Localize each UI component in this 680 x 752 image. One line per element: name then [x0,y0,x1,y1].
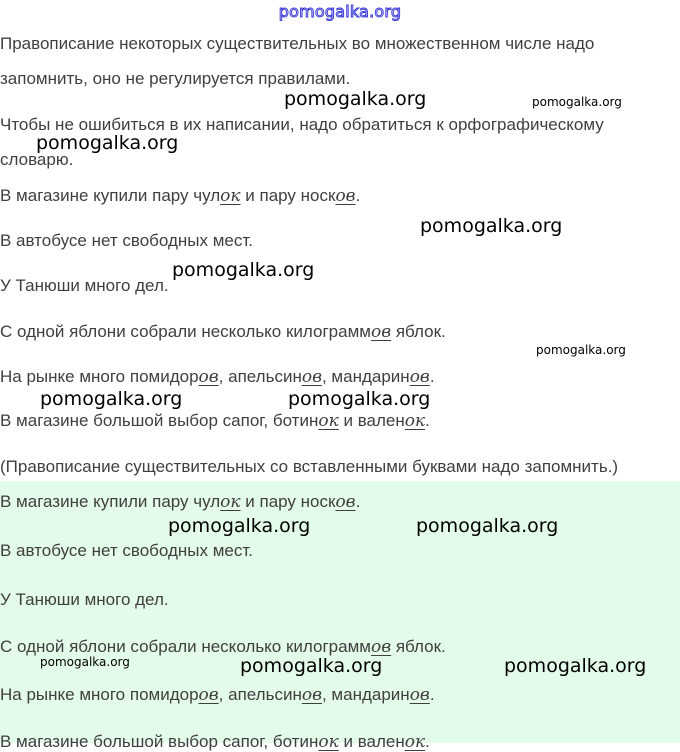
watermark: pomogalka.org [168,515,311,537]
text-part: . [429,367,435,386]
text-part: и вален [338,411,405,430]
word-ending: ок [220,492,241,512]
text-part: . [355,186,361,205]
text-part: В магазине большой выбор сапог, ботин [0,411,319,430]
watermark: pomogalka.org [172,259,315,281]
watermark: pomogalka.org [504,655,647,677]
word-ending: ов [409,367,430,387]
watermark: pomogalka.org [284,88,427,110]
text-part: яблок. [391,637,446,656]
watermark: pomogalka.org [40,655,130,669]
word-ending: ов [198,367,219,387]
answer-sentence-5 [0,685,435,705]
answer-sentence-1 [0,492,360,512]
text-part: , мандарин [321,685,410,704]
task-sentence-1 [0,186,360,206]
text-part: и пару носк [240,492,336,511]
intro-line-1: Правописание некоторых существительных во множественном числе надо [0,34,595,53]
task-note: (Правописание существительных со вставленными буквами надо запомнить.) [0,457,619,476]
advice-line-2: словарю. [0,150,74,169]
answer-sentence-6 [0,732,430,752]
word-ending: ок [220,186,241,206]
word-ending: ок [404,411,426,431]
watermark: pomogalka.org [416,515,559,537]
text-part: . [355,492,361,511]
text-part: В магазине купили пару чул [0,186,221,205]
watermark: pomogalka.org [536,343,626,357]
answer-sentence-2: В автобусе нет свободных мест. [0,541,253,560]
task-sentence-6 [0,411,430,431]
text-part: . [425,732,430,751]
text-part: и вален [338,732,405,751]
watermark: pomogalka.org [36,132,179,154]
text-part: , апельсин [218,367,302,386]
watermark: pomogalka.org [288,388,431,410]
word-ending: ов [301,685,322,705]
task-sentence-5 [0,367,435,387]
text-part: С одной яблони собрали несколько килограмм [0,637,371,656]
word-ending: ов [370,637,392,657]
site-logo[interactable]: pomogalka.org [278,2,402,21]
advice-line-1: Чтобы не ошибиться в их написании, надо обратиться к орфографическому [0,115,604,134]
text-part: С одной яблони собрали несколько килограмм [0,322,371,341]
watermark: pomogalka.org [532,95,622,109]
text-part: , апельсин [218,685,302,704]
answer-sentence-3: У Танюши много дел. [0,590,169,609]
word-ending: ов [198,685,219,705]
intro-line-2: запомнить, оно не регулируется правилами. [0,69,351,88]
word-ending: ов [335,492,356,512]
text-part: В магазине купили пару чул [0,492,221,511]
word-ending: ок [404,732,426,752]
text-part: . [425,411,430,430]
watermark: pomogalka.org [40,388,183,410]
text-part: На рынке много помидор [0,685,199,704]
task-sentence-4 [0,322,446,342]
word-ending: ов [301,367,322,387]
task-sentence-3: У Танюши много дел. [0,276,169,295]
text-part: На рынке много помидор [0,367,199,386]
word-ending: ов [335,186,356,206]
word-ending: ов [409,685,430,705]
word-ending: ок [318,732,339,752]
text-part: , мандарин [321,367,410,386]
word-ending: ов [370,322,392,342]
text-part: и пару носк [240,186,336,205]
task-sentence-2: В автобусе нет свободных мест. [0,231,253,250]
watermark: pomogalka.org [420,215,563,237]
watermark: pomogalka.org [240,655,383,677]
text-part: В магазине большой выбор сапог, ботин [0,732,319,751]
answer-sentence-4 [0,637,446,657]
text-part: яблок. [391,322,446,341]
text-part: . [429,685,435,704]
word-ending: ок [318,411,339,431]
